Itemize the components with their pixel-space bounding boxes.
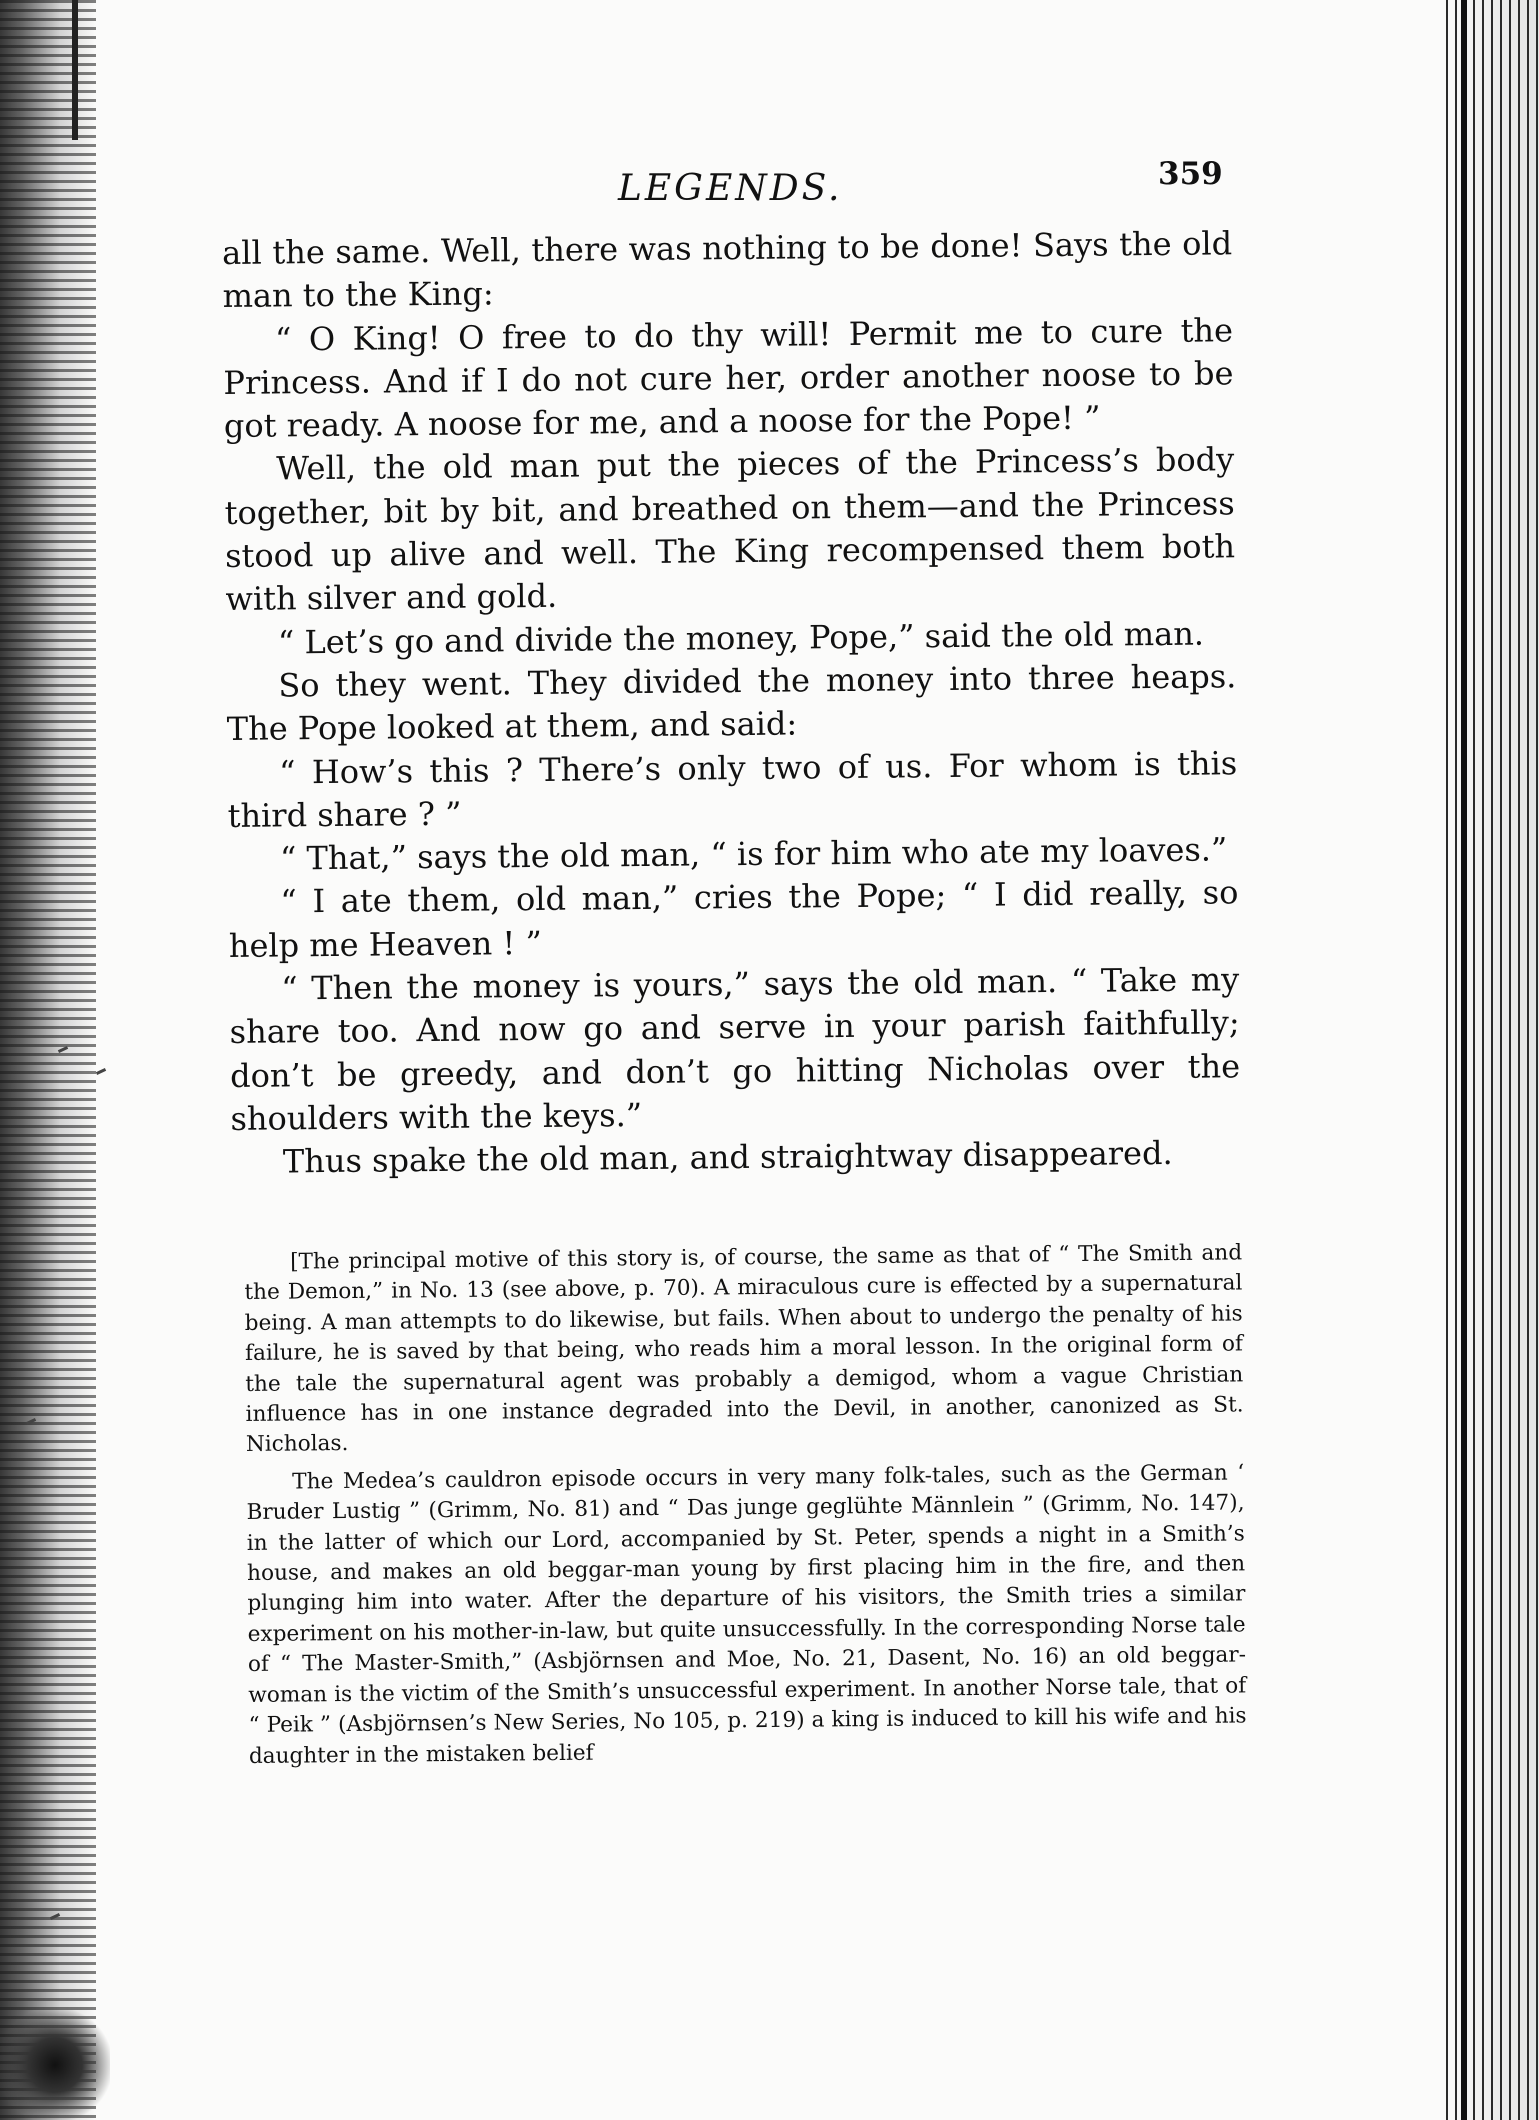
story-paragraph: “ O King! O free to do thy will! Permit me to cure the Princess. And if I do not cure her, order another noose to be got ready. A noose for me, and a noose for the Pope! ” bbox=[223, 310, 1234, 446]
page-edge-line bbox=[1461, 0, 1467, 2120]
binding-mark bbox=[72, 0, 78, 140]
story-paragraph: “ Then the money is yours,” says the old man. “ Take my share too. And now go and serve in your parish faithfully; don’t be greedy, and don’t go hitting Nicholas over the shoulders with the keys.” bbox=[229, 960, 1241, 1138]
editorial-notes bbox=[244, 1238, 1247, 1771]
page-edge-strips bbox=[1439, 0, 1539, 2120]
story-paragraph: all the same. Well, there was nothing to be done! Says the old man to the King: bbox=[222, 224, 1233, 316]
binding-edge bbox=[0, 0, 96, 2120]
story-text bbox=[222, 222, 1241, 1184]
story-paragraph: “ I ate them, old man,” cries the Pope; “ I did really, so help me Heaven ! ” bbox=[228, 873, 1239, 965]
note-paragraph: The Medea’s cauldron episode occurs in very many folk-tales, such as the German ‘ Bruder Lustig ” (Grimm, No. 81) and “ Das junge geglühte Männlein ” (Grimm, No. 147), in the latter of which our Lord, accompanied by St. Peter, spends a night in a Smith’s house, and makes an old beggar-man young by first placing him in the fire, and then plunging him into water. After the departure of his visitors, the Smith tries a similar experiment on his mother-in-law, but quite unsuccessfully. In the corresponding Norse tale of “ The Master-Smith,” (Asbjörnsen and Moe, No. 21, Dasent, No. 16) an old beggar-woman is the victim of the Smith’s unsuccessful experiment. In another Norse tale, that of “ Peik ” (Asbjörnsen’s New Series, No 105, p. 219) a king is induced to kill his wife and his daughter in the mistaken belief bbox=[246, 1460, 1247, 1769]
margin-speck bbox=[96, 1068, 106, 1075]
story-paragraph: “ How’s this ? There’s only two of us. For whom is this third share ? ” bbox=[227, 743, 1238, 835]
note-paragraph: [The principal motive of this story is, of course, the same as that of “ The Smith and the Demon,” in No. 13 (see above, p. 70). A miraculous cure is effected by a supernatural being. A man attempts to do likewise, but fails. When about to undergo the penalty of his failure, he is saved by that being, who reads him a moral lesson. In the original form of the tale the supernatural agent was probably a demigod, whom a vague Christian influence has in one instance degraded into the Devil, in another, canonized as St. Nicholas. bbox=[244, 1240, 1244, 1458]
story-paragraph: So they went. They divided the money into three heaps. The Pope looked at them, and said: bbox=[226, 657, 1237, 749]
ink-blot bbox=[0, 2010, 110, 2120]
story-paragraph: Thus spake the old man, and straightway disappeared. bbox=[282, 1134, 1173, 1181]
story-paragraph: Well, the old man put the pieces of the Princess’s body together, bit by bit, and breathed on them—and the Princess stood up alive and well. The King recompensed them both with silver and gold. bbox=[224, 440, 1236, 619]
story-paragraph: “ Let’s go and divide the money, Pope,” said the old man. bbox=[277, 614, 1205, 662]
running-head: LEGENDS. bbox=[618, 168, 843, 209]
page-number: 359 bbox=[1158, 156, 1223, 192]
story-paragraph: “ That,” says the old man, “ is for him who ate my loaves.” bbox=[279, 830, 1228, 878]
